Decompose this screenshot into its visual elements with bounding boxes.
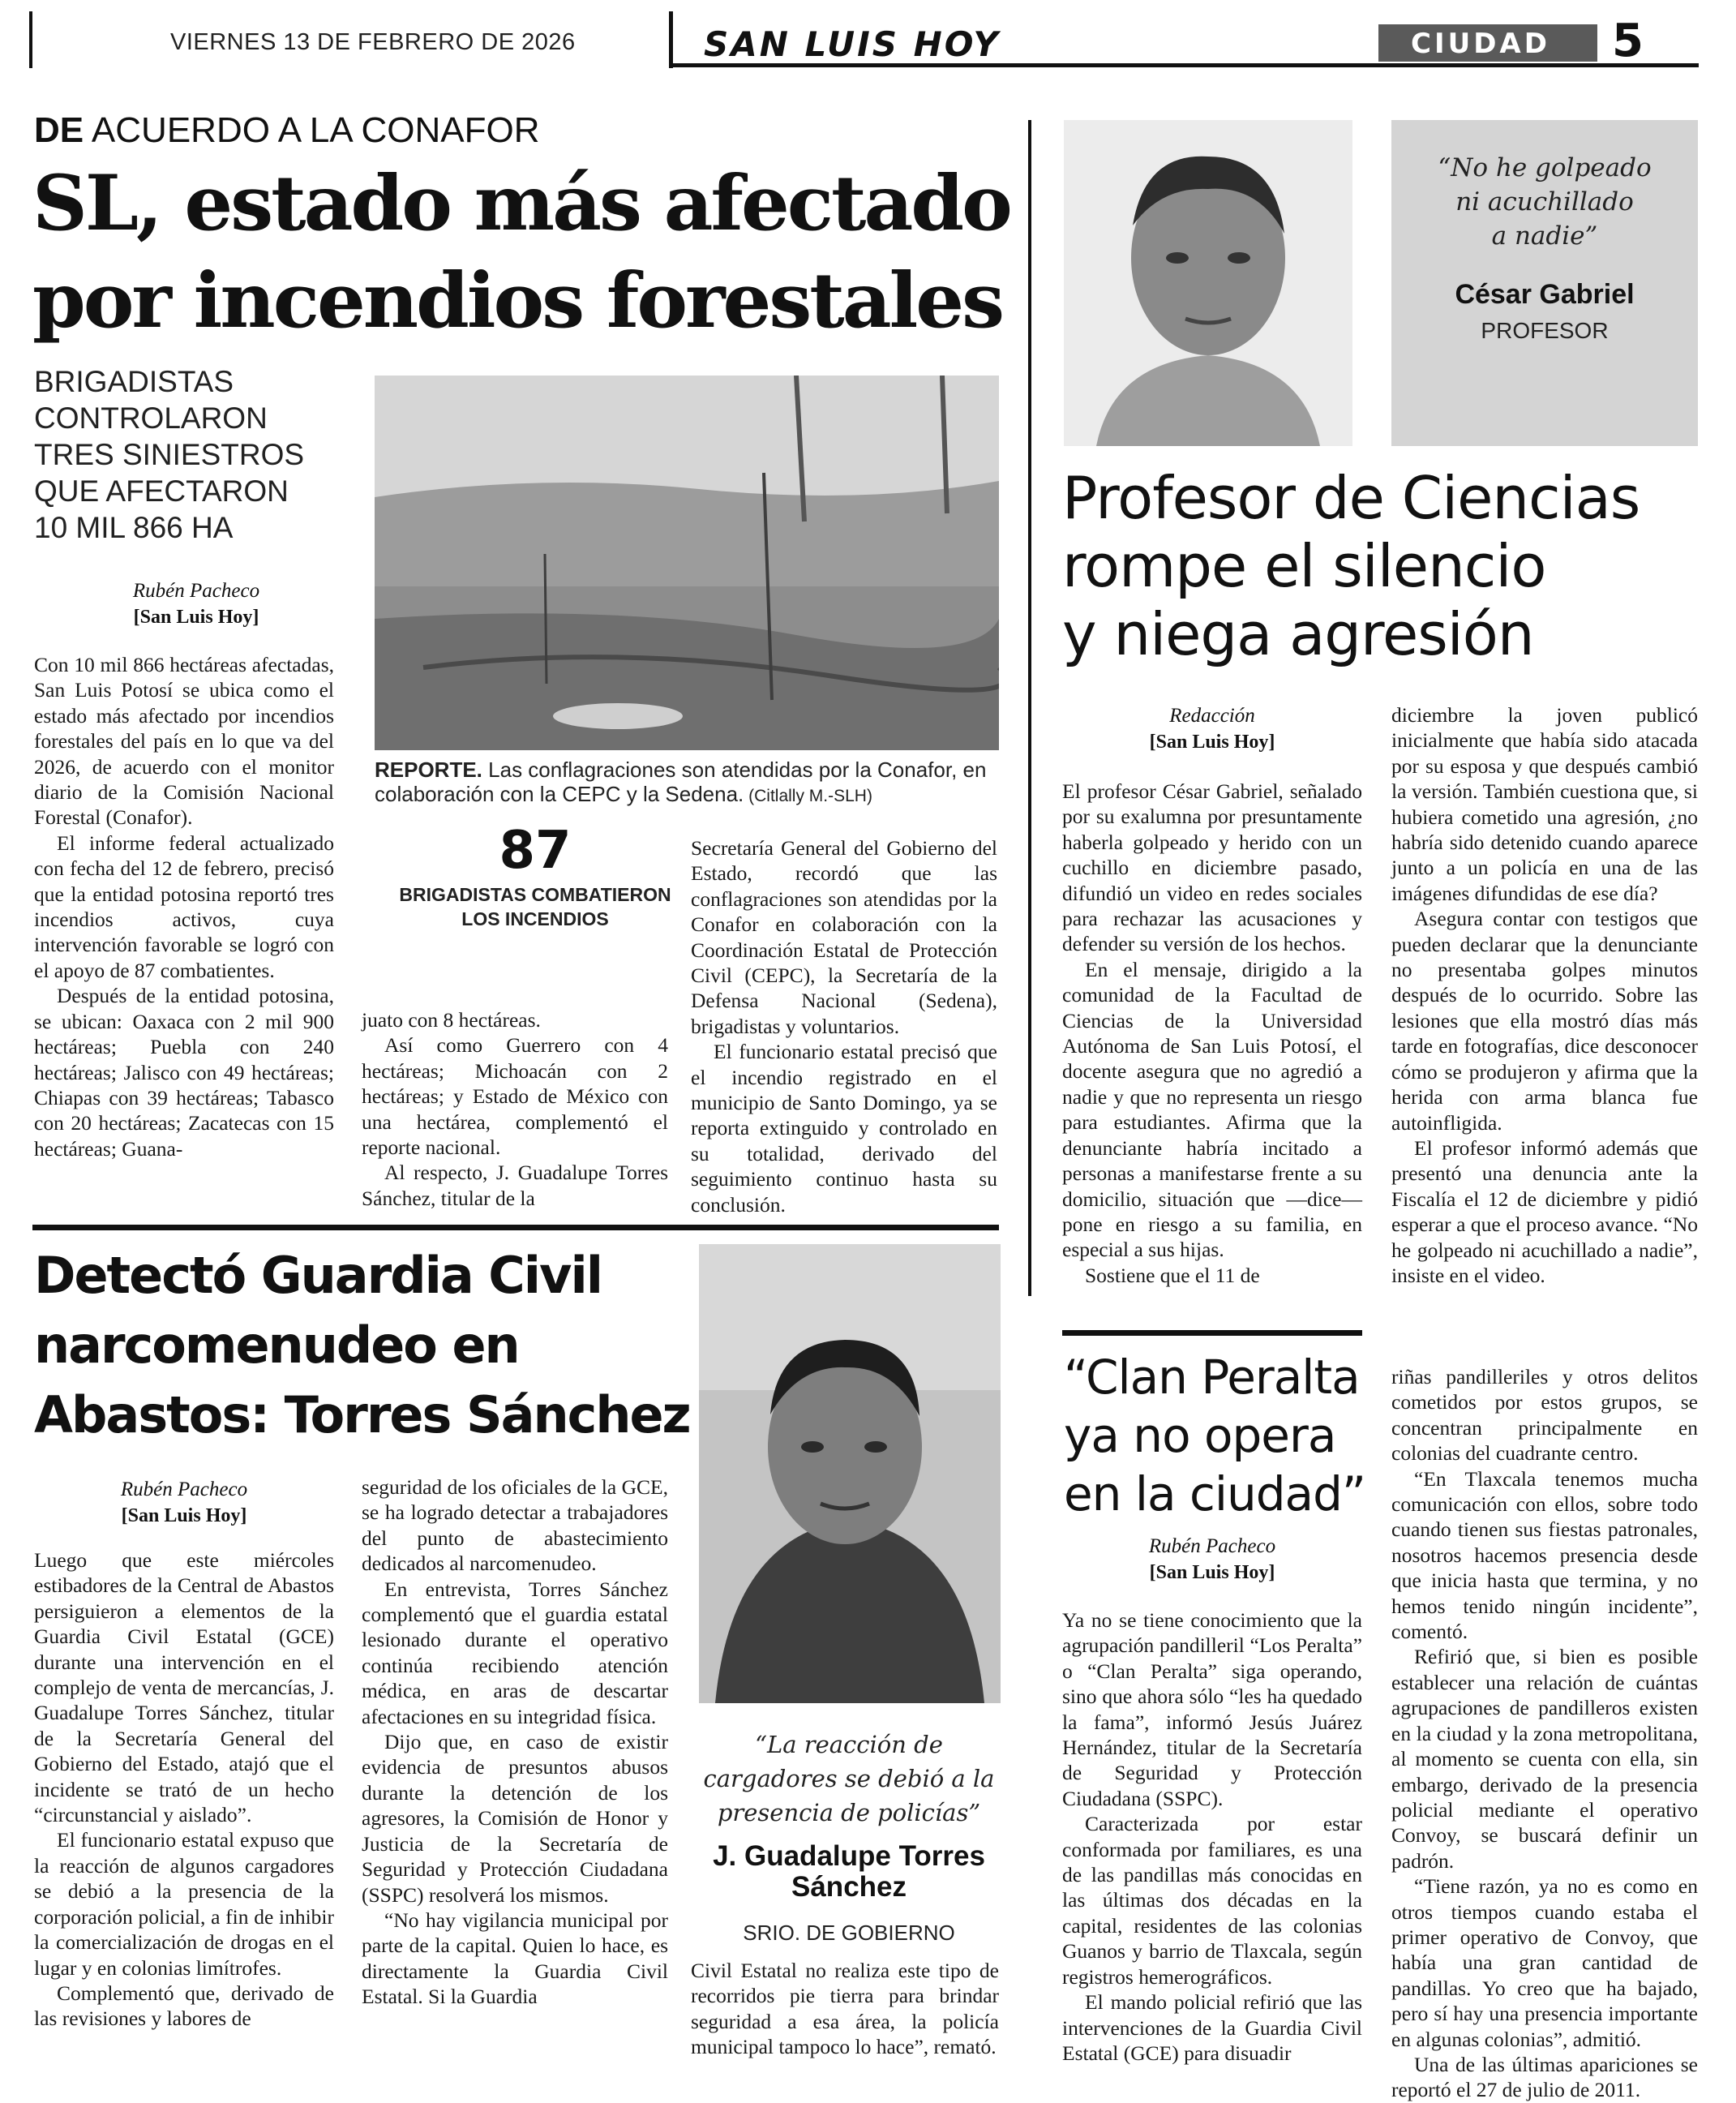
story2-column1 [1062,779,1362,1288]
story3-headline-line1: Detectó Guardia Civil [34,1246,602,1305]
story1-photo-caption [375,758,1007,809]
story2-byline [1062,702,1362,754]
header-paper-name: SAN LUIS HOY [704,24,1001,64]
story2-headline-line1: Profesor de Ciencias [1062,464,1640,532]
story1-deck-line1: BRIGADISTAS [34,365,234,398]
story1-col2-paragraph: juato con 8 hectáreas. [362,1008,541,1032]
story4-col2-paragraph: riñas pandilleriles y otros delitos cometidos por estos grupos, se concentran principalmente en colonias del cuadrante centro. [1391,1365,1698,1466]
story4-outlet: [San Luis Hoy] [1149,1562,1275,1583]
story2-author: Redacción [1169,705,1255,727]
story3-col2-paragraph: En entrevista, Torres Sánchez complementó que el guardia estatal lesionado durante el operativo continúa recibiendo atención médica, en aras de descartar afectaciones en su integridad física. [362,1577,668,1728]
story2-headline-line2: rompe el silencio [1062,532,1546,600]
story1-stat-label-line1: BRIGADISTAS COMBATIERON [399,884,671,905]
story2-quote-line3: a nadie” [1491,221,1598,251]
story4-col2-paragraph: “En Tlaxcala tenemos mucha comunicación con ellos, sobre todo cuando tienen sus fiestas patronales, nosotros hacemos presencia desde que inicia hasta que termina, y no hemos tenido ningún incidente”, comentó. [1391,1466,1698,1644]
story3-quote-name-line2: Sánchez [791,1871,907,1903]
story1-outlet: [San Luis Hoy] [133,607,259,628]
story1-photo-credit: (Citlally M.-SLH) [744,787,872,805]
header-section: CIUDAD [1411,28,1550,60]
story1-headline-line1: SL, estado más afectado [32,159,1010,248]
story1-column2 [362,1007,668,1211]
story3-headline [34,1241,690,1450]
story3-byline [34,1476,334,1528]
story4-headline [1064,1348,1365,1523]
story3-quote-name [691,1841,1007,1903]
story2-quote-line2: ni acuchillado [1455,187,1634,217]
story1-col3-paragraph: Secretaría General del Gobierno del Estado, recordó que las conflagraciones son atendidas por la Conafor en colaboración con la Coordinación Estatal de Protección Civil (CEPC), la Secretaría de la Defensa Nacional (Sedena), brigadistas y voluntarios. [691,836,997,1038]
story4-col1-paragraph: Caracterizada por estar conformada por familiares, es una de las pandillas más conocidas en las últimas dos décadas en la capital, residentes de las colonias Guanos y barrio de Tlaxcala, según registros hemerográficos. [1062,1812,1362,1989]
story1-column1 [34,652,334,1161]
story2-column2 [1391,702,1698,1288]
story2-col1-paragraph: En el mensaje, dirigido a la comunidad de la Facultad de Ciencias de la Universidad Autónoma de San Luis Potosí, el docente asegura que no agredió a nadie y que no representa un riesgo para estudiantes. Afirma que la denunciante habría incitado a personas a manifestarse frente a su domicilio, situación que —dice— pone en riesgo a su familia, en especial a sus hijas. [1062,957,1362,1262]
story1-headline-line2: por incendios forestales [32,256,1003,345]
story1-col2-paragraph: Al respecto, J. Guadalupe Torres Sánchez, titular de la [362,1161,668,1210]
story2-outlet: [San Luis Hoy] [1149,732,1275,753]
story3-column2 [362,1474,668,2010]
story4-byline [1062,1533,1362,1585]
story4-col1-paragraph: El mando policial refirió que las intervenciones de la Guardia Civil Estatal (GCE) para disuadir [1062,1990,1362,2065]
story1-deck-line2: CONTROLARON [34,401,268,435]
story1-kicker-rest: ACUERDO A LA CONAFOR [84,110,540,150]
story4-column1 [1062,1607,1362,2066]
story4-top-rule [1062,1330,1362,1336]
vertical-column-rule [1028,120,1031,1296]
story1-deck-line5: 10 MIL 866 HA [34,511,234,544]
story1-column3 [691,835,997,1217]
story1-byline [34,577,358,629]
story4-col2-paragraph: Refirió que, si bien es posible establecer una relación de cuántas agrupaciones de pandilleros existen en la ciudad y la zona metropolitana, al momento se cuenta con ella, sin embargo, derivado de la presencia policial mediante el operativo Convoy, se buscará definir un padrón. [1391,1645,1698,1873]
forest-fire-photo [375,376,999,750]
story1-stat-label-line2: LOS INCENDIOS [461,908,609,929]
story3-col2-paragraph: Dijo que, en caso de existir evidencia de presuntos abusos durante la detención de los agresores, la Comisión de Honor y Justicia de la Secretaría de Seguridad y Protección Ciudadana (SSPC) resolverá los mismos. [362,1730,668,1907]
header-left-bar [29,11,32,68]
forest-photo-illustration [375,376,999,750]
story4-col2-paragraph: “Tiene razón, ya no es como en otros tiempos cuando estaba el primer operativo de Convoy, que había una gran cantidad de pandillas. Yo creo que ha bajado, pero sí hay una presencia importante en algunas colonias”, admitió. [1391,1874,1698,2051]
header-divider [669,11,673,68]
story2-quote-title: PROFESOR [1481,318,1609,343]
story4-col2-paragraph: Una de las últimas apariciones se reportó el 27 de julio de 2011. [1391,2052,1698,2102]
story2-col2-paragraph: El profesor informó además que presentó una denuncia ante la Fiscalía el 12 de diciembre y pidió esperar a que el proceso avance. “No he golpeado ni acuchillado a nadie”, insiste en el video. [1391,1135,1698,1287]
story3-col2-paragraph: seguridad de los oficiales de la GCE, se ha logrado detectar a trabajadores del punto de abastecimiento dedicados al narcomenudeo. [362,1475,668,1576]
story1-author: Rubén Pacheco [132,580,260,602]
story3-column1 [34,1547,334,2032]
story1-col1-paragraph: Con 10 mil 866 hectáreas afectadas, San Luis Potosí se ubica como el estado más afectado por incendios forestales del país en lo que va del 2026, de acuerdo con el monitor diario de la Comisión Nacional Forestal (Conafor). [34,653,334,830]
story2-quote-line1: “No he golpeado [1438,153,1652,182]
story1-caption-bold: REPORTE. [375,758,482,782]
story3-quote-name-line1: J. Guadalupe Torres [713,1840,985,1872]
story3-col1-paragraph: Luego que este miércoles estibadores de la Central de Abastos persiguieron a elementos de la Guardia Civil Estatal (GCE) durante una intervención en el complejo de venta de mercancías, J. Guadalupe Torres Sánchez, titular de la Secretaría General del Gobierno del Estado, atajó que el incidente se trató de un hecho “circunstancial y aislado”. [34,1548,334,1827]
header-date: VIERNES 13 DE FEBRERO DE 2026 [170,29,576,55]
story3-quote [691,1727,1007,1830]
story2-quote-name: César Gabriel [1455,279,1635,310]
story1-col1-paragraph: El informe federal actualizado con fecha del 12 de febrero, precisó que la entidad potosina reportó tres incendios activos, cuya intervención favorable se logró con el apoyo de 87 combatientes. [34,830,334,982]
story1-col2-paragraph: Así como Guerrero con 4 hectáreas; Michoacán con 2 hectáreas; y Estado de México con una hectárea, complementó el reporte nacional. [362,1033,668,1160]
story2-col2-paragraph: Asegura contar con testigos que pueden declarar que la denunciante no presentaba golpes minutos después de lo ocurrido. Sobre las lesiones que ella mostró días más tarde en fotografías, dice desconocer cómo se produjeron y afirma que la herida con arma blanca fue autoinfligida. [1391,907,1698,1135]
story4-author: Rubén Pacheco [1148,1535,1276,1557]
story3-quote-title: SRIO. DE GOBIERNO [743,1921,955,1945]
story1-stat-number: 87 [499,821,572,881]
story3-quote-line1: “La reacción de [755,1731,943,1758]
story2-headline [1062,464,1640,668]
story1-col1-paragraph: Después de la entidad potosina, se ubican: Oaxaca con 2 mil 900 hectáreas; Puebla con 240 hectáreas; Jalisco con 49 hectáreas; Chiapas con 39 hectáreas; Tabasco con 20 hectáreas; Zacatecas con 15 hectáreas; Guana- [34,984,334,1161]
story3-quote-line2: cargadores se debió a la [703,1765,995,1792]
story3-top-rule [32,1225,999,1230]
story3-outlet: [San Luis Hoy] [121,1505,247,1526]
story1-caption-text: Las conflagraciones son atendidas por la Conafor, en colaboración con la CEPC y la Sedena. [375,758,987,806]
story1-col3-paragraph: El funcionario estatal precisó que el incendio registrado en el municipio de Santo Domingo, ya se reporta extinguido y controlado en su totalidad, derivado del seguimiento continuo hasta su conclusión. [691,1040,997,1217]
story3-headline-line2: narcomenudeo en [34,1315,519,1375]
story3-column3 [691,1958,999,2060]
story3-quote-line3: presencia de policías” [717,1799,981,1826]
story3-col2-paragraph: “No hay vigilancia municipal por parte de la capital. Quien lo hace, es directamente la Guardia Civil Estatal. Si la Guardia [362,1908,668,2009]
story4-headline-line1: “Clan Peralta [1064,1350,1360,1405]
cesar-gabriel-photo [1064,120,1352,446]
story3-headline-line3: Abastos: Torres Sánchez [34,1385,690,1444]
story1-deck-line3: TRES SINIESTROS [34,438,305,471]
story4-column2 [1391,1364,1698,2103]
story4-col1-paragraph: Ya no se tiene conocimiento que la agrupación pandilleril “Los Peralta” o “Clan Peralta” siga operando, sino que ahora sólo “les ha quedado la fama”, informó Jesús Juárez Hernández, titular de la Secretaría de Seguridad y Protección Ciudadana (SSPC). [1062,1608,1362,1810]
header-page-number: 5 [1612,15,1644,67]
story1-kicker-bold: DE [34,110,84,150]
story3-col1-paragraph: Complementó que, derivado de las revisiones y labores de [34,1981,334,2031]
story2-col2-paragraph: diciembre la joven publicó inicialmente que había sido atacada por su esposa y que después cambió la versión. También cuestiona que, si hubiera cometido una agresión, ¿no habría sido detenido cuando aparece junto a un policía en una de las imágenes difundidas de ese día? [1391,703,1698,905]
story1-deck-line4: QUE AFECTARON [34,474,289,508]
story1-stat-label [373,882,697,931]
story3-col3-paragraph: Civil Estatal no realiza este tipo de recorridos pie tierra para brindar seguridad a esa área, la policía municipal tampoco lo hace”, remató. [691,1959,999,2059]
torres-sanchez-photo [699,1244,1001,1703]
story3-col1-paragraph: El funcionario estatal expuso que la reacción de algunos cargadores se debió a la presencia de la corporación policial, a fin de inhibir la comercialización de drogas en el lugar y en colonias limítrofes. [34,1828,334,1980]
story2-quote [1391,151,1698,253]
story2-headline-line3: y niega agresión [1062,600,1534,668]
story4-headline-line2: ya no opera [1064,1408,1336,1463]
story2-col1-paragraph: El profesor César Gabriel, señalado por su exalumna por presuntamente haberla golpeado y herido con un cuchillo en diciembre pasado, difundió un video en redes sociales para rechazar las acusaciones y defender su versión de los hechos. [1062,779,1362,956]
story4-headline-line3: en la ciudad” [1064,1466,1365,1521]
story3-author: Rubén Pacheco [120,1479,248,1500]
portrait-illustration [1064,120,1352,446]
story1-kicker [34,110,540,151]
story2-col1-paragraph: Sostiene que el 11 de [1085,1263,1260,1287]
story1-deck [34,363,304,546]
torres-portrait-illustration [699,1244,1001,1703]
